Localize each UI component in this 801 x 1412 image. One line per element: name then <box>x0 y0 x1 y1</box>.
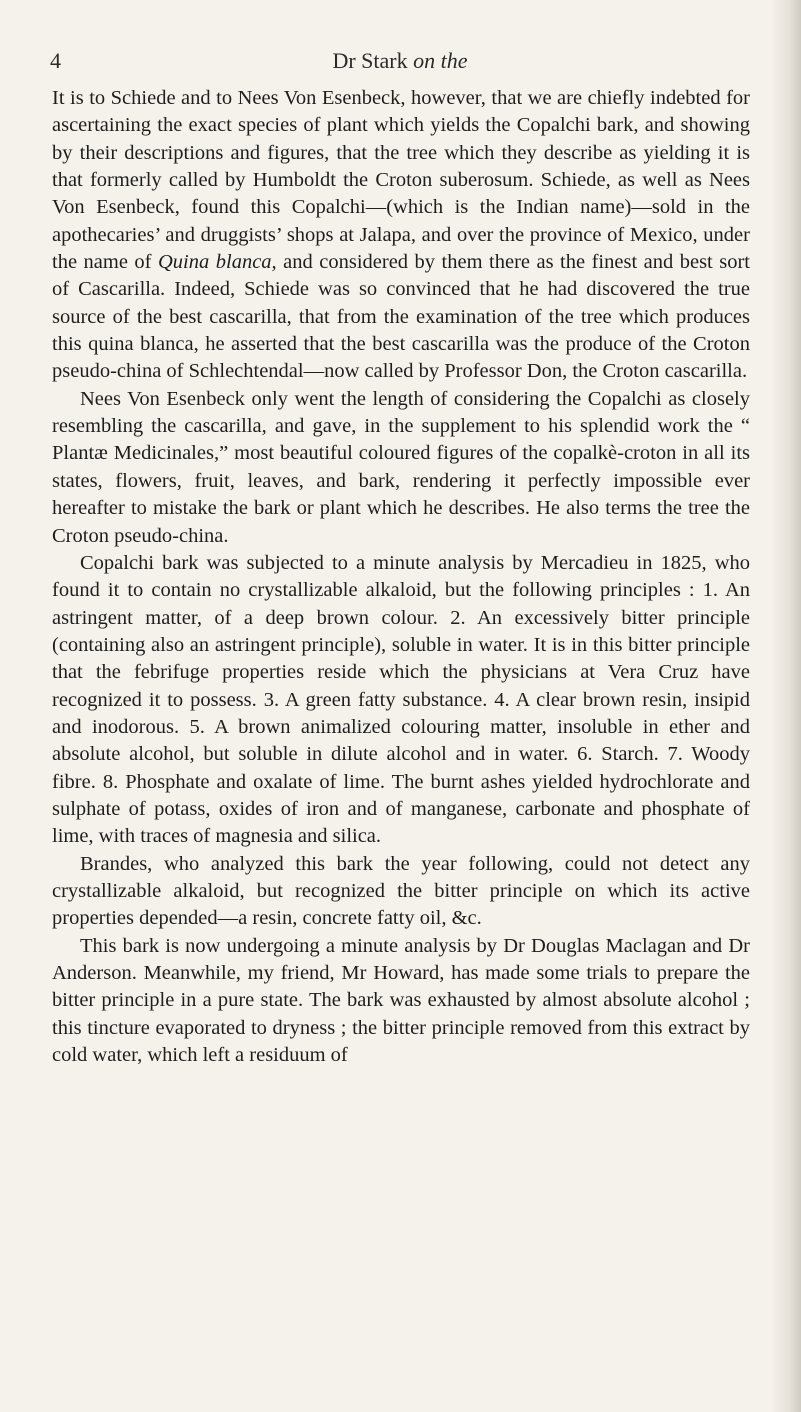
page-number: 4 <box>50 48 61 73</box>
body-text <box>52 85 750 1069</box>
page-header <box>50 48 750 84</box>
paragraph-5: This bark is now undergoing a minute analysis by Dr Douglas Maclagan and Dr Anderson. Meanwhile, my friend, Mr Howard, has made some trials to prepare the bitter principle in a pure state. The bark was exhausted by almost absolute alcohol ; this tincture evaporated to dryness ; the bitter principle removed from this extract by cold water, which left a residuum of <box>52 934 750 1067</box>
paragraph-2: Nees Von Esenbeck only went the length of considering the Copalchi as closely resembling the cascarilla, and gave, in the supplement to his splendid work the “ Plantæ Medicinales,” most beautiful coloured figures of the copalkè-croton in all its states, flowers, fruit, leaves, and bark, rendering it perfectly impossible ever hereafter to mistake the bark or plant which he describes. He also terms the tree the Croton pseudo-china. <box>52 387 750 547</box>
paragraph-1-part-a: It is to Schiede and to Nees Von Esenbeck, however, that we are chiefly indebted for ascertaining the exact species of plant which yields the Copalchi bark, and showing by their descriptions and figures, that the tree which they describe as yielding it is that formerly called by Humboldt the Croton suberosum. Schiede, as well as Nees Von Esenbeck, found this Copalchi—(which is the Indian name)—sold in the apothecaries’ and druggists’ shops at Jalapa, and over the province of Mexico, under the name of <box>52 87 750 274</box>
paragraph-1-italic: Quina blanca, <box>158 251 277 274</box>
running-head <box>50 48 750 74</box>
paragraph-3: Copalchi bark was subjected to a minute analysis by Mercadieu in 1825, who found it to contain no crystallizable alkaloid, but the following principles : 1. An astringent matter, of a deep brown colour. 2. An excessively bitter principle (containing also an astringent principle), soluble in water. It is in this bitter principle that the febrifuge properties reside which the physicians at Vera Cruz have recognized it to possess. 3. A green fatty substance. 4. A clear brown resin, insipid and inodorous. 5. A brown animalized colouring matter, insoluble in ether and absolute alcohol, but soluble in dilute alcohol and in water. 6. Starch. 7. Woody fibre. 8. Phosphate and oxalate of lime. The burnt ashes yielded hydrochlorate and sulphate of potass, oxides of iron and of manganese, carbonate and phosphate of lime, with traces of magnesia and silica. <box>52 551 750 848</box>
paragraph-4: Brandes, who analyzed this bark the year following, could not detect any crystallizable alkaloid, but recognized the bitter principle on which its active properties depended—a resin, concrete fatty oil, &c. <box>52 852 750 930</box>
paragraph-1-part-b: and considered by them there as the finest and best sort of Cascarilla. Indeed, Schiede was so convinced that he had discovered the true source of the best cascarilla, that from the examination of the tree which produces this quina blanca, he asserted that the best cascarilla was the produce of the Croton pseudo-china of Schlechtendal—now called by Professor Don, the Croton cascarilla. <box>52 251 750 383</box>
paragraph-1 <box>52 85 750 386</box>
running-head-author: Dr Stark <box>332 48 414 73</box>
page-edge-shadow <box>771 0 801 1412</box>
running-head-title: on the <box>413 48 468 73</box>
